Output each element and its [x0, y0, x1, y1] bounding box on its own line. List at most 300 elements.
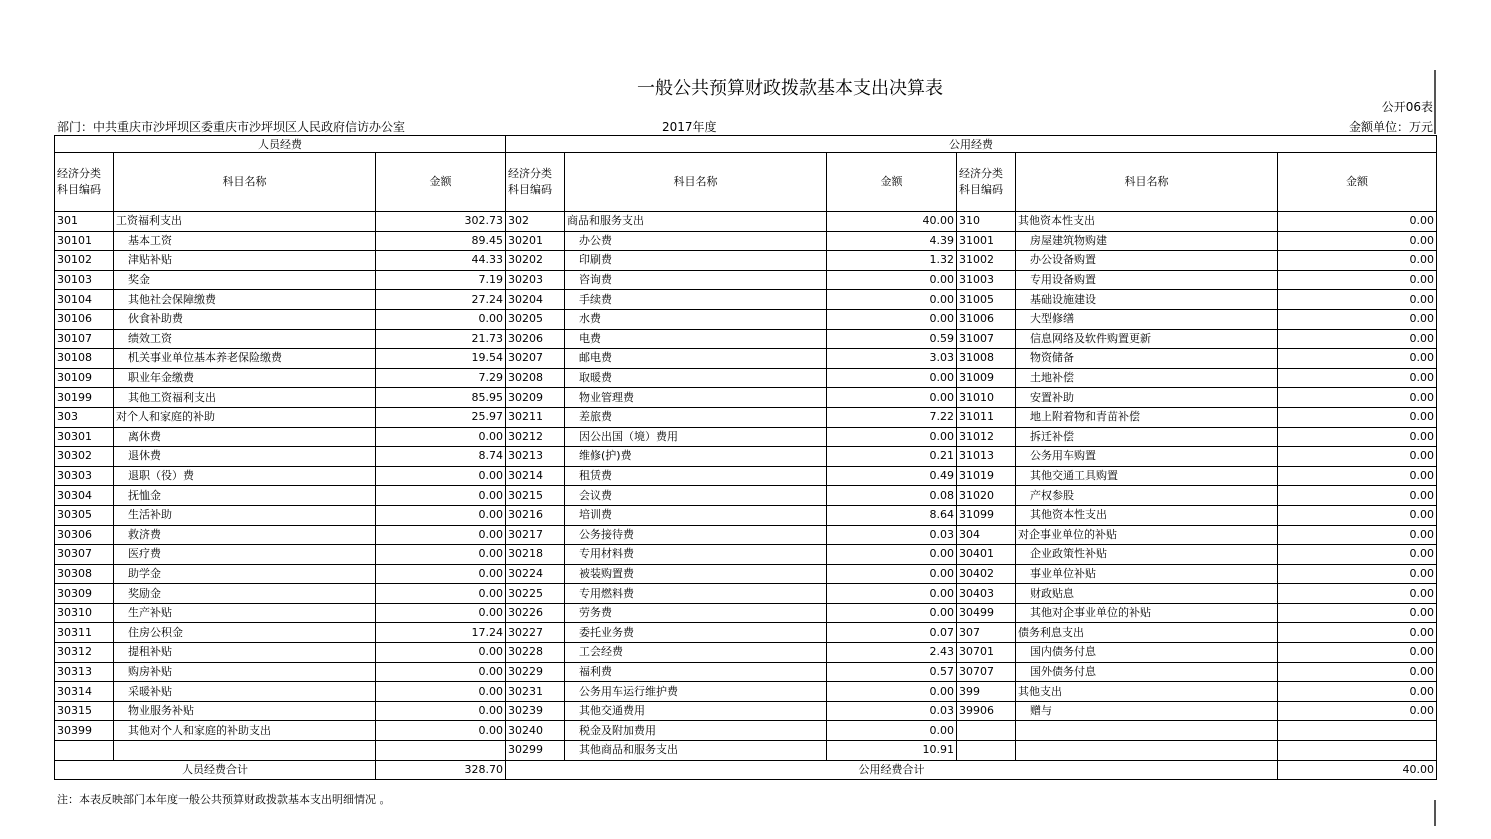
category-code: 30104 — [55, 290, 114, 310]
amount-value: 0.00 — [1278, 368, 1437, 388]
totals-row — [55, 760, 1437, 780]
amount-value: 0.00 — [376, 662, 506, 682]
amount-value: 0.00 — [827, 564, 957, 584]
category-name: 抚恤金 — [114, 486, 376, 506]
category-name: 财政贴息 — [1016, 584, 1278, 604]
year-label: 2017年度 — [662, 120, 717, 134]
category-code: 30202 — [506, 251, 565, 271]
category-name: 产权参股 — [1016, 486, 1278, 506]
category-name: 信息网络及软件购置更新 — [1016, 329, 1278, 349]
table-row — [55, 427, 1437, 447]
category-code: 31006 — [957, 309, 1016, 329]
amount-value: 44.33 — [376, 251, 506, 271]
category-name: 土地补偿 — [1016, 368, 1278, 388]
category-name: 其他对个人和家庭的补助支出 — [114, 721, 376, 741]
category-code — [957, 741, 1016, 761]
amount-value: 0.00 — [827, 427, 957, 447]
category-name: 专用设备购置 — [1016, 270, 1278, 290]
amount-value: 21.73 — [376, 329, 506, 349]
name-header: 科目名称 — [565, 153, 827, 212]
category-code: 30209 — [506, 388, 565, 408]
category-name: 公务接待费 — [565, 525, 827, 545]
category-name: 工资福利支出 — [114, 212, 376, 232]
amount-value: 0.00 — [376, 643, 506, 663]
category-code: 30227 — [506, 623, 565, 643]
name-header: 科目名称 — [114, 153, 376, 212]
amount-value: 0.00 — [1278, 701, 1437, 721]
category-name: 物资储备 — [1016, 349, 1278, 369]
amount-value: 0.00 — [1278, 584, 1437, 604]
table-row — [55, 564, 1437, 584]
category-code: 30701 — [957, 643, 1016, 663]
amount-value: 0.00 — [1278, 545, 1437, 565]
category-code: 30401 — [957, 545, 1016, 565]
category-name: 培训费 — [565, 505, 827, 525]
amount-value: 27.24 — [376, 290, 506, 310]
amount-value: 0.00 — [827, 368, 957, 388]
amount-value: 0.03 — [827, 701, 957, 721]
code-header: 经济分类 科目编码 — [957, 153, 1016, 212]
category-name: 专用燃料费 — [565, 584, 827, 604]
category-code — [55, 741, 114, 761]
category-code: 30303 — [55, 466, 114, 486]
category-name: 物业管理费 — [565, 388, 827, 408]
amount-value: 0.00 — [376, 701, 506, 721]
category-code: 30214 — [506, 466, 565, 486]
public-total-label: 公用经费合计 — [506, 760, 1278, 780]
category-code: 30315 — [55, 701, 114, 721]
category-name: 其他对企事业单位的补贴 — [1016, 603, 1278, 623]
category-code: 30312 — [55, 643, 114, 663]
category-name: 退职（役）费 — [114, 466, 376, 486]
amount-value: 0.00 — [376, 525, 506, 545]
category-code: 31099 — [957, 505, 1016, 525]
category-name: 地上附着物和青苗补偿 — [1016, 407, 1278, 427]
category-code: 30206 — [506, 329, 565, 349]
category-name: 专用材料费 — [565, 545, 827, 565]
category-code: 30499 — [957, 603, 1016, 623]
table-row — [55, 290, 1437, 310]
category-code: 31007 — [957, 329, 1016, 349]
table-row — [55, 721, 1437, 741]
category-code: 30211 — [506, 407, 565, 427]
table-row — [55, 584, 1437, 604]
amount-value: 0.00 — [1278, 466, 1437, 486]
amount-value: 0.00 — [376, 427, 506, 447]
category-name: 对企事业单位的补贴 — [1016, 525, 1278, 545]
unit-label: 金额单位：万元 — [1348, 120, 1433, 134]
amount-value: 0.00 — [376, 309, 506, 329]
amount-value: 0.00 — [376, 682, 506, 702]
category-name: 其他商品和服务支出 — [565, 741, 827, 761]
category-name: 差旅费 — [565, 407, 827, 427]
code-header: 经济分类 科目编码 — [55, 153, 114, 212]
category-code: 30308 — [55, 564, 114, 584]
table-row — [55, 486, 1437, 506]
category-code: 30199 — [55, 388, 114, 408]
amount-value: 0.00 — [1278, 349, 1437, 369]
category-code: 30310 — [55, 603, 114, 623]
amount-value: 0.00 — [827, 603, 957, 623]
category-code: 31003 — [957, 270, 1016, 290]
amount-value — [1278, 741, 1437, 761]
category-name: 安置补助 — [1016, 388, 1278, 408]
amount-value: 0.57 — [827, 662, 957, 682]
amount-value: 85.95 — [376, 388, 506, 408]
form-number: 公开06表 — [1381, 100, 1433, 114]
category-code: 30108 — [55, 349, 114, 369]
amount-value: 4.39 — [827, 231, 957, 251]
table-row — [55, 545, 1437, 565]
category-name: 会议费 — [565, 486, 827, 506]
category-name: 生产补贴 — [114, 603, 376, 623]
amount-value: 7.29 — [376, 368, 506, 388]
category-name: 物业服务补贴 — [114, 701, 376, 721]
category-code: 30304 — [55, 486, 114, 506]
category-name: 退休费 — [114, 447, 376, 467]
category-code: 30305 — [55, 505, 114, 525]
category-name: 福利费 — [565, 662, 827, 682]
category-code: 30217 — [506, 525, 565, 545]
category-code: 30307 — [55, 545, 114, 565]
amount-value: 0.03 — [827, 525, 957, 545]
category-name: 其他社会保障缴费 — [114, 290, 376, 310]
table-row — [55, 701, 1437, 721]
public-header: 公用经费 — [506, 136, 1437, 153]
edge-line — [1434, 70, 1436, 134]
category-name: 其他支出 — [1016, 682, 1278, 702]
category-name: 邮电费 — [565, 349, 827, 369]
category-code: 30203 — [506, 270, 565, 290]
category-code: 30707 — [957, 662, 1016, 682]
category-name: 其他资本性支出 — [1016, 505, 1278, 525]
code-header: 经济分类 科目编码 — [506, 153, 565, 212]
category-name: 国外债务付息 — [1016, 662, 1278, 682]
amount-value: 0.00 — [1278, 270, 1437, 290]
category-code: 30228 — [506, 643, 565, 663]
footnote: 注：本表反映部门本年度一般公共预算财政拨款基本支出明细情况 。 — [57, 793, 391, 806]
category-name: 事业单位补贴 — [1016, 564, 1278, 584]
category-code: 302 — [506, 212, 565, 232]
category-name: 企业政策性补贴 — [1016, 545, 1278, 565]
category-name: 救济费 — [114, 525, 376, 545]
category-name: 咨询费 — [565, 270, 827, 290]
personnel-total-value: 328.70 — [376, 760, 506, 780]
amount-value: 0.00 — [1278, 603, 1437, 623]
category-code: 399 — [957, 682, 1016, 702]
amount-value: 1.32 — [827, 251, 957, 271]
amount-value: 19.54 — [376, 349, 506, 369]
category-name: 公务用车运行维护费 — [565, 682, 827, 702]
amount-header: 金额 — [376, 153, 506, 212]
amount-value: 0.00 — [1278, 486, 1437, 506]
amount-value: 0.21 — [827, 447, 957, 467]
amount-value: 0.00 — [376, 466, 506, 486]
table-row — [55, 525, 1437, 545]
category-name: 取暖费 — [565, 368, 827, 388]
category-code: 30229 — [506, 662, 565, 682]
category-name: 债务利息支出 — [1016, 623, 1278, 643]
category-code: 30205 — [506, 309, 565, 329]
category-name: 手续费 — [565, 290, 827, 310]
table-row — [55, 270, 1437, 290]
category-code: 39906 — [957, 701, 1016, 721]
category-name: 提租补贴 — [114, 643, 376, 663]
category-code: 31008 — [957, 349, 1016, 369]
category-name: 大型修缮 — [1016, 309, 1278, 329]
table-row — [55, 329, 1437, 349]
table-row — [55, 407, 1437, 427]
public-total-value: 40.00 — [1278, 760, 1437, 780]
category-name: 办公费 — [565, 231, 827, 251]
category-name: 房屋建筑物购建 — [1016, 231, 1278, 251]
category-code: 30313 — [55, 662, 114, 682]
table-row — [55, 741, 1437, 761]
category-code: 30403 — [957, 584, 1016, 604]
category-name: 其他交通工具购置 — [1016, 466, 1278, 486]
category-name: 工会经费 — [565, 643, 827, 663]
category-code: 30215 — [506, 486, 565, 506]
amount-value: 89.45 — [376, 231, 506, 251]
category-name: 劳务费 — [565, 603, 827, 623]
category-name: 租赁费 — [565, 466, 827, 486]
amount-value: 0.00 — [376, 486, 506, 506]
category-code: 30225 — [506, 584, 565, 604]
category-name: 公务用车购置 — [1016, 447, 1278, 467]
category-name: 商品和服务支出 — [565, 212, 827, 232]
category-code: 31019 — [957, 466, 1016, 486]
amount-value: 0.00 — [1278, 407, 1437, 427]
category-name: 税金及附加费用 — [565, 721, 827, 741]
category-name: 奖金 — [114, 270, 376, 290]
amount-value: 0.00 — [376, 545, 506, 565]
amount-value: 0.00 — [827, 270, 957, 290]
category-code: 303 — [55, 407, 114, 427]
category-code: 30216 — [506, 505, 565, 525]
table-row — [55, 603, 1437, 623]
category-code: 30224 — [506, 564, 565, 584]
amount-value: 0.00 — [1278, 251, 1437, 271]
amount-value: 0.00 — [1278, 447, 1437, 467]
amount-value: 0.00 — [827, 388, 957, 408]
table-row — [55, 682, 1437, 702]
amount-value: 302.73 — [376, 212, 506, 232]
category-code: 30306 — [55, 525, 114, 545]
table-row — [55, 447, 1437, 467]
amount-value: 0.00 — [1278, 564, 1437, 584]
amount-value: 0.00 — [376, 603, 506, 623]
category-code: 30311 — [55, 623, 114, 643]
category-name: 助学金 — [114, 564, 376, 584]
category-code: 30399 — [55, 721, 114, 741]
amount-value: 0.49 — [827, 466, 957, 486]
amount-value: 0.00 — [1278, 427, 1437, 447]
amount-value: 0.00 — [1278, 388, 1437, 408]
category-code: 31020 — [957, 486, 1016, 506]
amount-value: 0.00 — [1278, 309, 1437, 329]
category-code: 30212 — [506, 427, 565, 447]
category-name: 其他工资福利支出 — [114, 388, 376, 408]
category-name: 因公出国（境）费用 — [565, 427, 827, 447]
category-name: 购房补贴 — [114, 662, 376, 682]
category-code: 30301 — [55, 427, 114, 447]
category-code: 30204 — [506, 290, 565, 310]
category-name: 水费 — [565, 309, 827, 329]
category-name: 赠与 — [1016, 701, 1278, 721]
category-name: 电费 — [565, 329, 827, 349]
category-name: 采暖补贴 — [114, 682, 376, 702]
category-code: 30101 — [55, 231, 114, 251]
table-row — [55, 466, 1437, 486]
amount-value: 0.00 — [827, 682, 957, 702]
category-name: 津贴补贴 — [114, 251, 376, 271]
category-name: 伙食补助费 — [114, 309, 376, 329]
category-name: 其他交通费用 — [565, 701, 827, 721]
amount-value: 0.08 — [827, 486, 957, 506]
edge-line — [1434, 800, 1436, 826]
category-code: 30107 — [55, 329, 114, 349]
amount-value: 0.00 — [1278, 212, 1437, 232]
table-row — [55, 251, 1437, 271]
category-code: 30240 — [506, 721, 565, 741]
category-code: 30302 — [55, 447, 114, 467]
amount-value: 0.00 — [1278, 290, 1437, 310]
category-name — [1016, 721, 1278, 741]
category-code: 31002 — [957, 251, 1016, 271]
category-code: 30213 — [506, 447, 565, 467]
table-row — [55, 388, 1437, 408]
amount-header: 金额 — [1278, 153, 1437, 212]
personnel-total-label: 人员经费合计 — [55, 760, 376, 780]
amount-value: 0.00 — [1278, 643, 1437, 663]
amount-value: 8.74 — [376, 447, 506, 467]
amount-value: 0.00 — [827, 290, 957, 310]
amount-value: 0.00 — [827, 545, 957, 565]
category-code: 304 — [957, 525, 1016, 545]
category-code: 30106 — [55, 309, 114, 329]
amount-value: 0.00 — [376, 505, 506, 525]
amount-value: 25.97 — [376, 407, 506, 427]
category-name: 奖励金 — [114, 584, 376, 604]
amount-value: 0.00 — [376, 721, 506, 741]
category-code: 30207 — [506, 349, 565, 369]
table-row — [55, 505, 1437, 525]
category-name: 被装购置费 — [565, 564, 827, 584]
category-code: 30208 — [506, 368, 565, 388]
amount-value: 17.24 — [376, 623, 506, 643]
category-code: 30402 — [957, 564, 1016, 584]
category-name: 职业年金缴费 — [114, 368, 376, 388]
amount-value: 40.00 — [827, 212, 957, 232]
category-code: 30102 — [55, 251, 114, 271]
category-name: 基本工资 — [114, 231, 376, 251]
category-code: 30314 — [55, 682, 114, 702]
table-row — [55, 623, 1437, 643]
expenditure-table — [54, 135, 1437, 780]
category-name: 医疗费 — [114, 545, 376, 565]
category-name: 住房公积金 — [114, 623, 376, 643]
category-code: 30103 — [55, 270, 114, 290]
name-header: 科目名称 — [1016, 153, 1278, 212]
amount-value: 0.00 — [376, 564, 506, 584]
category-name: 对个人和家庭的补助 — [114, 407, 376, 427]
category-code: 31011 — [957, 407, 1016, 427]
amount-value — [1278, 721, 1437, 741]
table-row — [55, 643, 1437, 663]
table-row — [55, 309, 1437, 329]
amount-value: 0.00 — [827, 309, 957, 329]
category-code: 30109 — [55, 368, 114, 388]
category-code: 31012 — [957, 427, 1016, 447]
category-code: 31009 — [957, 368, 1016, 388]
amount-value — [376, 741, 506, 761]
amount-value: 0.00 — [376, 584, 506, 604]
amount-header: 金额 — [827, 153, 957, 212]
category-name: 办公设备购置 — [1016, 251, 1278, 271]
table-row — [55, 368, 1437, 388]
category-name: 维修(护)费 — [565, 447, 827, 467]
amount-value: 0.00 — [1278, 623, 1437, 643]
category-name: 拆迁补偿 — [1016, 427, 1278, 447]
category-name: 印刷费 — [565, 251, 827, 271]
category-code: 307 — [957, 623, 1016, 643]
category-code: 310 — [957, 212, 1016, 232]
amount-value: 10.91 — [827, 741, 957, 761]
amount-value: 0.00 — [1278, 231, 1437, 251]
table-row — [55, 662, 1437, 682]
page-title: 一般公共预算财政拨款基本支出决算表 — [637, 78, 943, 99]
table-row — [55, 231, 1437, 251]
amount-value: 3.03 — [827, 349, 957, 369]
category-name: 委托业务费 — [565, 623, 827, 643]
category-name: 绩效工资 — [114, 329, 376, 349]
table-row — [55, 212, 1437, 232]
category-name — [1016, 741, 1278, 761]
amount-value: 0.00 — [1278, 525, 1437, 545]
personnel-header: 人员经费 — [55, 136, 506, 153]
category-code: 31010 — [957, 388, 1016, 408]
category-code: 301 — [55, 212, 114, 232]
category-code: 30299 — [506, 741, 565, 761]
category-name: 其他资本性支出 — [1016, 212, 1278, 232]
table-row — [55, 349, 1437, 369]
category-name — [114, 741, 376, 761]
category-name: 生活补助 — [114, 505, 376, 525]
category-code: 31013 — [957, 447, 1016, 467]
category-code: 31005 — [957, 290, 1016, 310]
category-name: 机关事业单位基本养老保险缴费 — [114, 349, 376, 369]
amount-value: 0.00 — [827, 721, 957, 741]
amount-value: 7.19 — [376, 270, 506, 290]
category-name: 国内债务付息 — [1016, 643, 1278, 663]
amount-value: 8.64 — [827, 505, 957, 525]
category-code — [957, 721, 1016, 741]
category-code: 30239 — [506, 701, 565, 721]
amount-value: 0.00 — [1278, 505, 1437, 525]
amount-value: 0.00 — [1278, 682, 1437, 702]
department-label: 部门：中共重庆市沙坪坝区委重庆市沙坪坝区人民政府信访办公室 — [57, 120, 406, 134]
category-code: 31001 — [957, 231, 1016, 251]
amount-value: 2.43 — [827, 643, 957, 663]
amount-value: 0.00 — [1278, 662, 1437, 682]
amount-value: 0.07 — [827, 623, 957, 643]
amount-value: 0.59 — [827, 329, 957, 349]
category-code: 30309 — [55, 584, 114, 604]
category-name: 离休费 — [114, 427, 376, 447]
amount-value: 0.00 — [1278, 329, 1437, 349]
category-name: 基础设施建设 — [1016, 290, 1278, 310]
amount-value: 0.00 — [827, 584, 957, 604]
